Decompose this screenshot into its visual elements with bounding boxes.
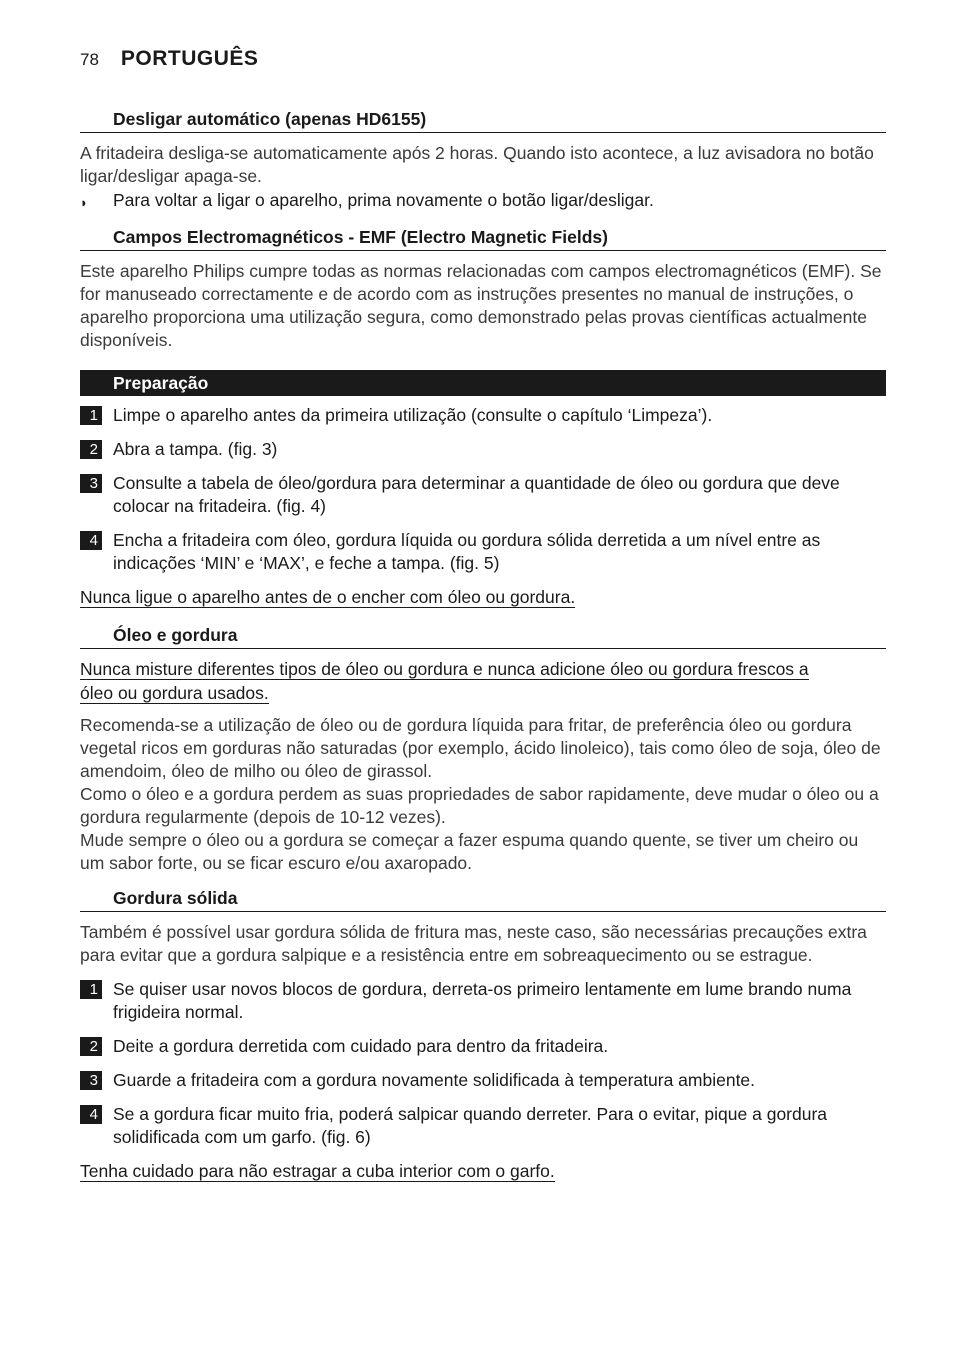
oil-text-1: Recomenda-se a utilização de óleo ou de gordura líquida para fritar, de preferência óleo ou gordura vegetal ricos em gorduras não saturadas (por exemplo, ácido linoleico), tais como óleo de soja, óleo de amendoim, óleo de milho ou óleo de girassol.	[80, 715, 881, 781]
preparation-steps	[80, 404, 886, 575]
warning-text: Tenha cuidado para não estragar a cuba interior com o garfo.	[80, 1161, 555, 1181]
warning-text-line-2: óleo ou gordura usados.	[80, 683, 269, 703]
section-heading-emf: Campos Electromagnéticos - EMF (Electro Magnetic Fields)	[80, 222, 886, 251]
warning-text: Nunca ligue o aparelho antes de o encher com óleo ou gordura.	[80, 587, 576, 607]
page-header	[80, 47, 258, 71]
list-item	[80, 978, 886, 1024]
step-text: Encha a fritadeira com óleo, gordura líquida ou gordura sólida derretida a um nível entre as indicações ‘MIN’ e ‘MAX’, e feche a tampa. (fig. 5)	[113, 530, 821, 573]
list-item	[80, 472, 886, 518]
step-text: Deite a gordura derretida com cuidado para dentro da fritadeira.	[113, 1036, 609, 1056]
auto-off-text: A fritadeira desliga-se automaticamente após 2 horas. Quando isto acontece, a luz avisadora no botão ligar/desligar apaga-se.	[80, 143, 874, 186]
step-text: Limpe o aparelho antes da primeira utilização (consulte o capítulo ‘Limpeza’).	[113, 405, 713, 425]
step-number: 2	[80, 1037, 102, 1056]
step-text: Guarde a fritadeira com a gordura novamente solidificada à temperatura ambiente.	[113, 1070, 756, 1090]
bullet-text: Para voltar a ligar o aparelho, prima novamente o botão ligar/desligar.	[113, 190, 654, 210]
solid-fat-warning	[80, 1160, 886, 1184]
emf-text: Este aparelho Philips cumpre todas as normas relacionadas com campos electromagnéticos (EMF). Se for manuseado correctamente e de acordo com as instruções presentes no manual de instruções, o aparelho proporciona uma utilização segura, como demonstrado pelas provas científicas actualmente disponíveis.	[80, 261, 882, 350]
list-item	[80, 529, 886, 575]
step-text: Se quiser usar novos blocos de gordura, derreta-os primeiro lentamente em lume brando numa frigideira normal.	[113, 979, 852, 1022]
step-number: 1	[80, 406, 102, 425]
step-text: Se a gordura ficar muito fria, poderá salpicar quando derreter. Para o evitar, pique a gordura solidificada com um garfo. (fig. 6)	[113, 1104, 828, 1147]
oil-text-2: Como o óleo e a gordura perdem as suas propriedades de sabor rapidamente, deve mudar o óleo ou a gordura regularmente (depois de 10-12 vezes).	[80, 784, 879, 827]
bullet-icon: ◗	[80, 195, 88, 210]
step-number: 3	[80, 474, 102, 493]
section-heading-solid-fat: Gordura sólida	[80, 883, 886, 912]
auto-off-bullet	[80, 189, 886, 214]
document-body	[80, 104, 886, 1188]
solid-fat-text: Também é possível usar gordura sólida de fritura mas, neste caso, são necessárias precauções extra para evitar que a gordura salpique e a resistência entre em sobreaquecimento ou se estrague.	[80, 922, 867, 965]
list-item	[80, 1103, 886, 1149]
step-number: 3	[80, 1071, 102, 1090]
preparation-warning	[80, 586, 886, 610]
list-item	[80, 438, 886, 461]
section-heading-auto-off: Desligar automático (apenas HD6155)	[80, 104, 886, 133]
step-number: 4	[80, 1105, 102, 1124]
step-number: 2	[80, 440, 102, 459]
list-item	[80, 1035, 886, 1058]
warning-text-line-1: Nunca misture diferentes tipos de óleo ou gordura e nunca adicione óleo ou gordura frescos a	[80, 659, 809, 679]
oil-warning	[80, 658, 886, 706]
section-heading-preparation: Preparação	[80, 370, 886, 396]
language-title: PORTUGUÊS	[120, 47, 259, 70]
list-item	[80, 1069, 886, 1092]
oil-text-3: Mude sempre o óleo ou a gordura se começar a fazer espuma quando quente, se tiver um cheiro ou um sabor forte, ou se ficar escuro e/ou axaropado.	[80, 830, 859, 873]
solid-fat-steps	[80, 978, 886, 1149]
step-text: Abra a tampa. (fig. 3)	[113, 439, 278, 459]
step-number: 1	[80, 980, 102, 999]
page-number: 78	[80, 50, 99, 69]
section-heading-oil: Óleo e gordura	[80, 620, 886, 649]
step-text: Consulte a tabela de óleo/gordura para determinar a quantidade de óleo ou gordura que deve colocar na fritadeira. (fig. 4)	[113, 473, 840, 516]
list-item	[80, 404, 886, 427]
step-number: 4	[80, 531, 102, 550]
